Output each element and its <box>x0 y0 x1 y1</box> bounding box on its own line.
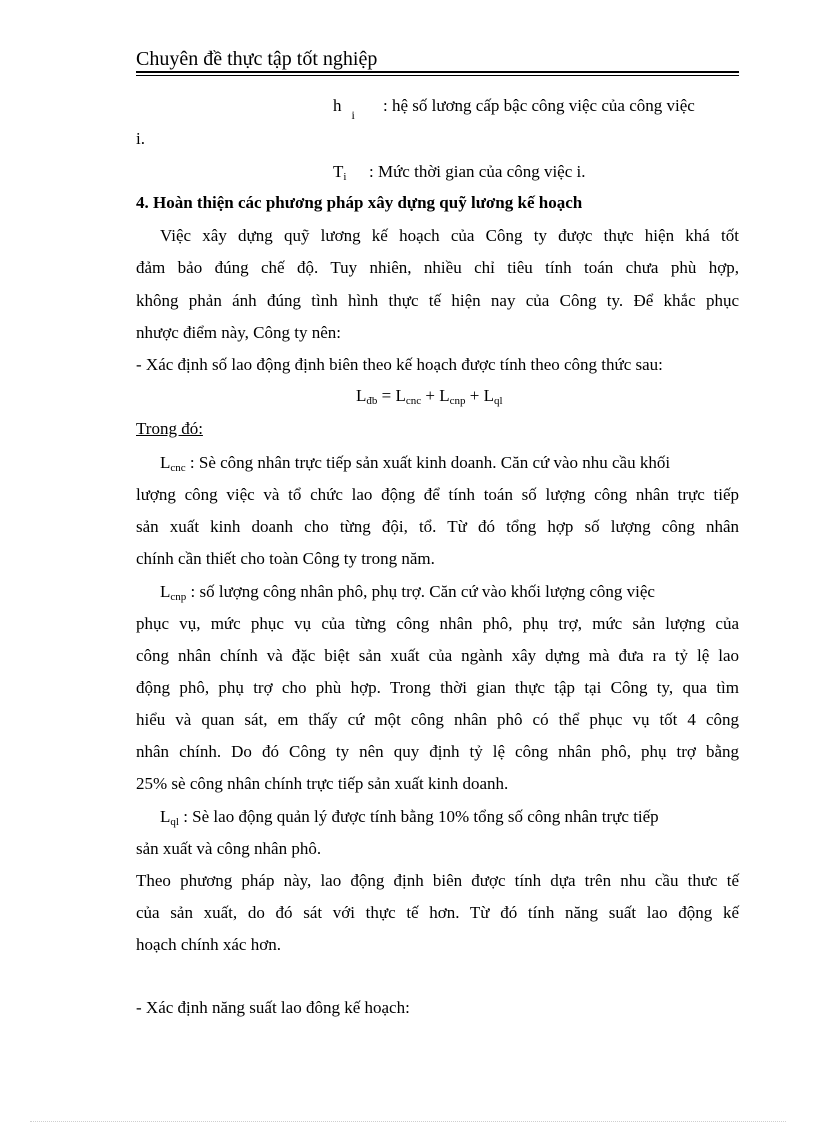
page-bottom-border <box>30 1121 786 1122</box>
cnp-line-3: công nhân chính và đặc biệt sản xuất của ngành xây dựng mà đưa ra tỷ lệ lao <box>136 646 739 665</box>
ti-description: : Mức thời gian của công việc i. <box>369 162 586 181</box>
intro-line-3: không phản ánh đúng tình hình thực tế hiện nay của Công ty. Để khắc phục <box>136 291 739 310</box>
cnp-line-2: phục vụ, mức phục vụ của từng công nhân phô, phụ trợ, mức sản lượng của <box>136 614 739 633</box>
hi-index: i <box>351 108 355 122</box>
ql-line-1: $L_{ql}$ : Sè lao động quản lý được tính bằng 10% tổng số công nhân trực tiếp <box>160 807 659 828</box>
intro-line-4: nhược điểm này, Công ty nên: <box>136 323 342 342</box>
conclusion-line-3: hoạch chính xác hơn. <box>136 935 281 954</box>
cnp-line-6: nhân chính. Do đó Công ty nên quy định tỷ lệ công nhân phô, phụ trợ bằng <box>136 742 739 761</box>
intro-line-1: Việc xây dựng quỹ lương kế hoạch của Công ty được thực hiện khá tốt <box>160 226 739 245</box>
intro-line-2: đảm bảo đúng chế độ. Tuy nhiên, nhiều chỉ tiêu tính toán chưa phù hợp, <box>136 258 739 277</box>
cnp-line-7: 25% sè công nhân chính trực tiếp sản xuất kinh doanh. <box>136 774 509 793</box>
cnp-line-5: hiểu và quan sát, em thấy cứ một công nhân phô có thể phục vụ tốt 4 công <box>136 710 739 729</box>
cnc-line-2: lượng công việc và tổ chức lao động để tính toán số lượng công nhân trực tiếp <box>136 485 739 504</box>
labor-equation: $L_{đb} = L_{cnc} + L_{cnp} + L_{ql}$ <box>356 386 503 407</box>
header-rule-thick <box>136 71 739 73</box>
cnc-line-3: sản xuất kinh doanh cho từng đội, tổ. Từ đó tổng hợp số lượng công nhân <box>136 517 739 536</box>
bullet-labor-quota: - Xác định số lao động định biên theo kế hoạch được tính theo công thức sau: <box>136 355 663 374</box>
page-header-title: Chuyên đề thực tập tốt nghiệp <box>136 48 378 70</box>
ql-line-2: sản xuất và công nhân phô. <box>136 839 322 858</box>
header-rule-thin <box>136 75 739 76</box>
conclusion-line-1: Theo phương pháp này, lao động định biên được tính dựa trên nhu cầu thưc tế <box>136 871 739 890</box>
hi-symbol: h $_i$ <box>333 96 355 122</box>
cnc-line-4: chính cần thiết cho toàn Công ty trong năm. <box>136 549 435 568</box>
cnp-line-1: $L_{cnp}$ : số lượng công nhân phô, phụ trợ. Căn cứ vào khối lượng công việc <box>160 582 655 603</box>
ti-index: i <box>343 171 347 183</box>
ti-symbol: $T_i$ <box>333 162 347 183</box>
conclusion-line-2: của sản xuất, do đó sát với thực tế hơn. Từ đó tính năng suất lao động kế <box>136 903 739 922</box>
trong-do-label: Trong đó: <box>136 419 203 438</box>
bullet-productivity: - Xác định năng suất lao đông kế hoạch: <box>136 998 410 1017</box>
section-heading: 4. Hoàn thiện các phương pháp xây dựng quỹ lương kế hoạch <box>136 193 583 212</box>
hi-description-continued: i. <box>136 129 145 148</box>
hi-description: : hệ số lương cấp bậc công việc của công việc <box>383 96 695 115</box>
cnc-line-1: $L_{cnc}$ : Sè công nhân trực tiếp sản xuất kinh doanh. Căn cứ vào nhu cầu khối <box>160 453 671 474</box>
cnp-line-4: động phô, phụ trợ cho phù hợp. Trong thời gian thực tập tại Công ty, qua tìm <box>136 678 739 697</box>
